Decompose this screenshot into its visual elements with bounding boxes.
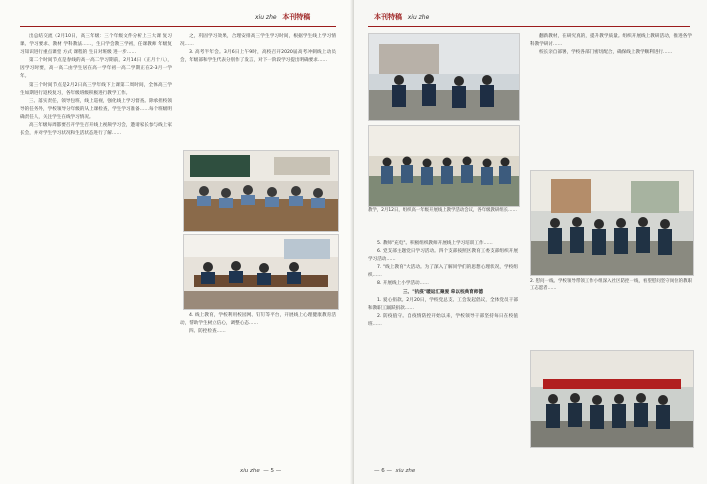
- paragraph: 6. 党支部主题党日学习活动。四个支部按照区教育工委支部组织开展学习活动……: [368, 249, 518, 263]
- right-page: [354, 0, 707, 484]
- banner-group-photo: [530, 350, 694, 448]
- banner-group-scene-image: [531, 351, 693, 447]
- outdoor-photo: [368, 33, 520, 121]
- paragraph: 4. 线上教育，学校利用校园网、钉钉等平台，开展线上心理健康教育活动，帮助学生树立信心，调整心态……: [180, 313, 336, 327]
- paragraph: 1. 爱心捐款。2月20日，学校党总支、工会发起倡议，全体党员干部和教职工踊跃捐款……: [368, 297, 518, 311]
- paragraph: 三、落实责任，领导包班，线上巡视，强化线上学习督查。除承担校领导的任务外，学校领导分年级的从上课检查，学生学习准备……每个班级明确责任人，关注学生在线学习情况。: [20, 98, 172, 120]
- left-column-2-bottom: [180, 312, 336, 460]
- photo-caption: 教学，2月12日，组织高一年级开展线上教学活动会议，各年级教研组长……: [368, 208, 517, 213]
- paragraph: 8. 开展线上小学活动……: [377, 281, 429, 287]
- right-footer: [374, 468, 415, 474]
- paragraph: 5. 教师"充电"。积极组织教师开展线上学习培训工作……: [377, 241, 493, 246]
- header-rule: [20, 26, 336, 27]
- group-scene-image: [369, 126, 519, 206]
- group-outdoor-scene-image: [531, 171, 693, 275]
- paragraph: 7. "线上教育"大活动。为了深入了解同学们的思想心理状况，学校组织……: [368, 265, 518, 279]
- paragraph: 第三个时间节点是2月2日高三学年线下上课第二周时间，全体高三学生如期进行返校复习，各年级班级积极进行教学工作。: [20, 82, 172, 96]
- footer-slogan: xiu zhe: [240, 468, 260, 474]
- header-section-name: 本刊特稿: [374, 13, 402, 21]
- classroom-photo: [183, 150, 339, 232]
- paragraph: 2. 防疫值守。自疫情防控开始以来，学校领导干部坚持每日在校值班……: [368, 313, 518, 327]
- footer-slogan: xiu zhe: [395, 468, 416, 474]
- page-number: — 5 —: [263, 468, 282, 474]
- paragraph: 之，巩固学习效果，合理安排高三学生学习时间，根据学生线上学习情况……: [180, 34, 336, 48]
- paragraph: 高三年级每周都要召开学生召开线上视频学习会，邀请家长参与线上家长会，并对学生学习状况和生活状态进行了解……: [20, 123, 172, 137]
- paragraph: 3. 高考半年会。3月6日上午9时，高校召开2020届高考冲刺线上动员会，年级部和学生代表分别作了发言，对下一阶段学习提出明确要求……: [180, 50, 336, 64]
- paragraph: 四、防控检查……: [189, 329, 226, 335]
- header-section-name: 本刊特稿: [282, 13, 311, 21]
- right-header: [374, 12, 429, 26]
- left-column-2-top: [180, 33, 336, 143]
- header-slogan: xiu zhe: [255, 14, 277, 21]
- right-column-1: [368, 240, 518, 460]
- meeting-scene-image: [184, 235, 338, 309]
- left-footer: [240, 468, 281, 474]
- header-rule: [368, 26, 690, 27]
- right-column-2-top: [530, 33, 692, 163]
- section-title: 三、"抗疫"暖返汇聚爱 牵以校典育师德: [403, 289, 483, 295]
- meeting-photo: [183, 234, 339, 310]
- classroom-scene-image: [184, 151, 338, 231]
- header-slogan: xiu zhe: [407, 14, 430, 21]
- photo-caption: 2. 慰问一线。学校领导带领工作小组深入社区防控一线，看望慰问坚守岗位的教职工志愿者……: [530, 279, 692, 291]
- paragraph: 出总结交流（2月10日，高三年级：三个年级文件分析上三大课 复习课、学习要求、教材 学科教法……，生日学会教三学初，任课教师 年级复习知识进行重点课堂 方式 课程的 生日对班级 进一步……: [20, 34, 172, 56]
- left-header: [255, 12, 310, 26]
- paragraph: 校长亲自部署，学校各部门密切配合，确保线上教学顺利进行……: [539, 50, 673, 56]
- outdoor-scene-image: [369, 34, 519, 120]
- left-column-1: [20, 33, 172, 453]
- paragraph: 翻新教材，在研究真的，提升教学质量。组织开展线上教研活动，推进各学科教学研讨……: [530, 34, 692, 48]
- group-photo: [368, 125, 520, 207]
- page-number: — 6 —: [374, 468, 392, 474]
- paragraph: 第二个时间节点是春线的高一高二学习期前，2月14日（正月十八），因学习时要，高一高二由学生居在高一学年初一高二学期正在2-3月一学年。: [20, 58, 172, 80]
- group-outdoor-photo: [530, 170, 694, 276]
